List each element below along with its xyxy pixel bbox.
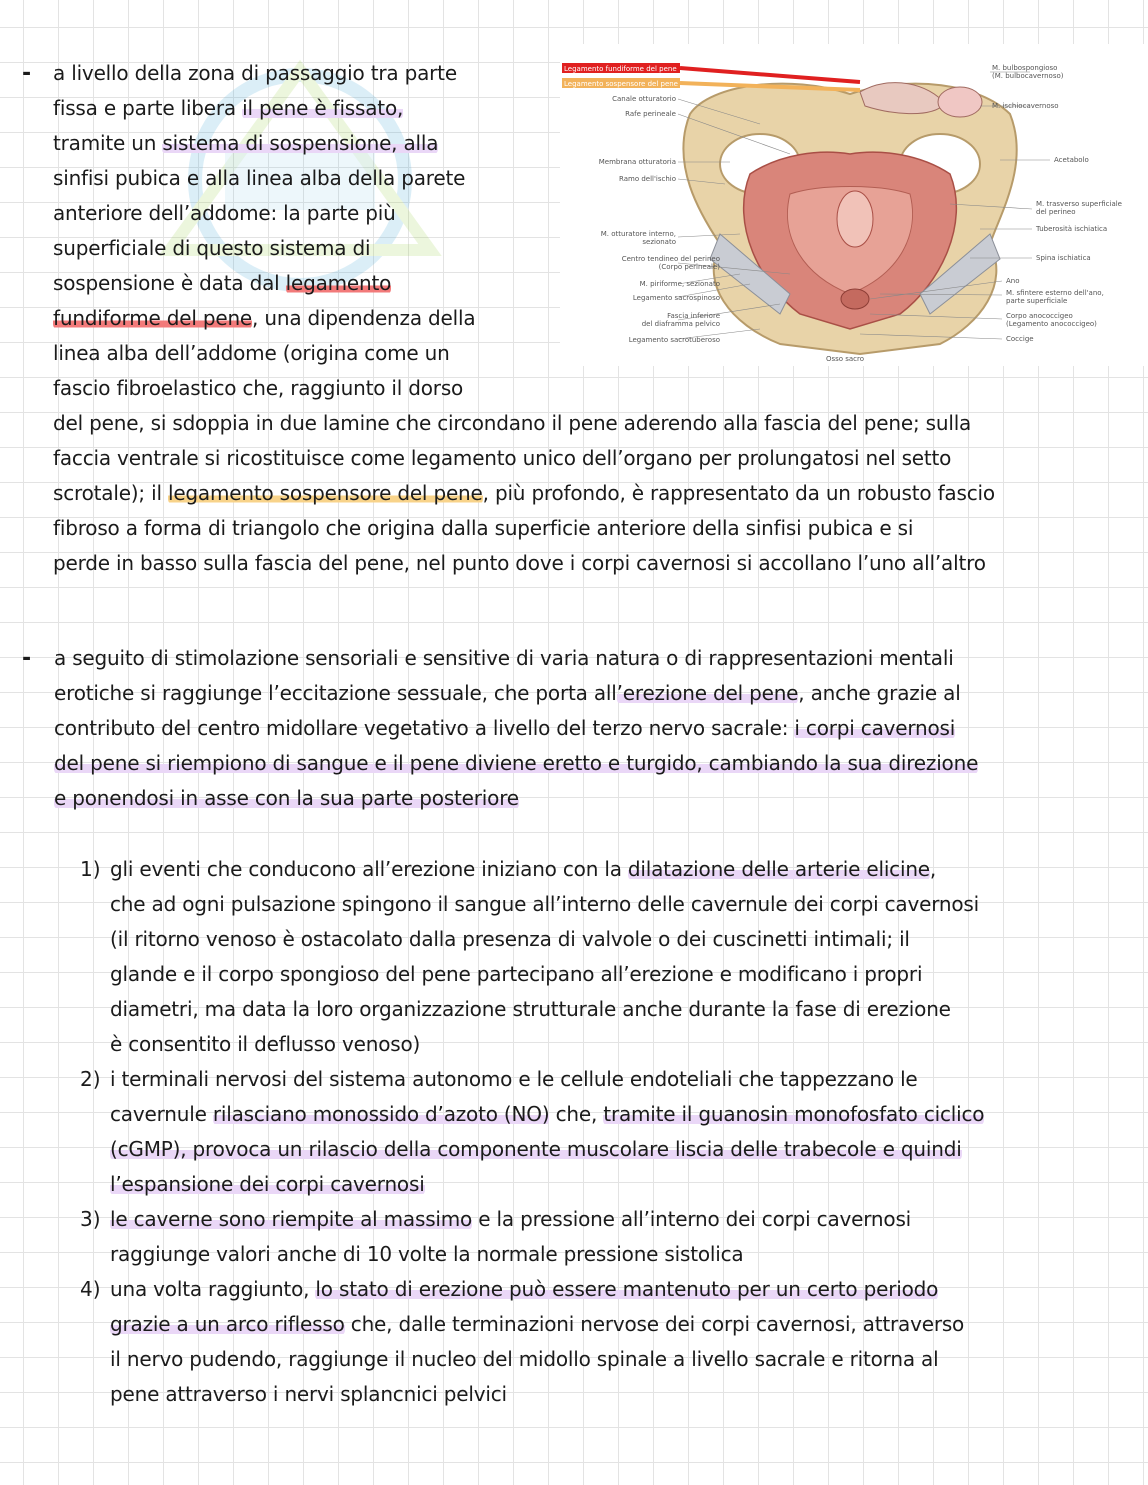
figure-label: Coccige xyxy=(1006,335,1034,343)
figure-label: Legamento fundiforme del pene xyxy=(564,65,677,73)
highlight-purple: sistema di sospensione, alla xyxy=(162,131,439,155)
highlight-purple: (cGMP) xyxy=(110,1137,181,1161)
figure-label: (M. bulbocavernoso) xyxy=(992,72,1064,80)
paragraph-line xyxy=(53,196,396,231)
paragraph-line xyxy=(53,546,986,581)
figure-label: M. trasverso superficiale xyxy=(1036,200,1122,208)
highlight-red: legamento xyxy=(285,271,392,295)
highlight-purple: lo stato di erezione può essere mantenuto per un certo periodo xyxy=(315,1277,939,1301)
text: sospensione è data dal xyxy=(53,271,286,295)
paragraph-line xyxy=(110,992,951,1027)
text: fissa e parte libera xyxy=(53,96,243,120)
figure-label: M. piriforme, sezionato xyxy=(639,280,720,288)
highlight-purple: i corpi cavernosi xyxy=(794,716,956,740)
list-number: 1) xyxy=(80,857,101,881)
highlight-red: fundiforme del pene xyxy=(53,306,253,330)
paragraph-line xyxy=(53,126,438,161)
figure-label: M. bulbospongioso xyxy=(992,64,1058,72)
text: glande e il corpo spongioso del pene partecipano all’erezione e modificano i propri xyxy=(110,962,923,986)
list-number: 4) xyxy=(80,1277,101,1301)
figure-label: Spina ischiatica xyxy=(1036,254,1091,262)
bullet-dash: - xyxy=(22,646,32,671)
paragraph-line xyxy=(53,336,450,371)
figure-label: M. ischiocavernoso xyxy=(992,102,1059,110)
figure-label: Tuberosità ischiatica xyxy=(1036,225,1108,233)
figure-label: Ano xyxy=(1006,277,1020,285)
figure-label: Osso sacro xyxy=(825,355,865,363)
text: anteriore dell’addome: la parte più xyxy=(53,201,396,225)
figure-label: del perineo xyxy=(1036,208,1076,216)
figure-label: (Legamento anococcigeo) xyxy=(1006,320,1097,328)
paragraph-line xyxy=(54,781,519,816)
highlight-purple: rilasciano monossido d’azoto (NO) xyxy=(212,1102,550,1126)
text: diametri, ma data la loro organizzazione strutturale anche durante la fase di erezione xyxy=(110,997,951,1021)
text: superficiale di questo sistema di xyxy=(53,236,371,260)
text: gli eventi che conducono all’erezione iniziano con la xyxy=(110,857,628,881)
text: fibroso a forma di triangolo che origina dalla superficie anteriore della sinfisi pubica e si xyxy=(53,516,914,540)
figure-label: parte superficiale xyxy=(1006,297,1068,305)
paragraph-line xyxy=(53,231,370,266)
text: tramite un xyxy=(53,131,163,155)
paragraph-line xyxy=(110,1132,962,1167)
paragraph-line xyxy=(110,1062,918,1097)
text: i terminali nervosi del sistema autonomo e le cellule endoteliali che tappezzano le xyxy=(110,1067,918,1091)
paragraph-line xyxy=(53,266,391,301)
paragraph-line xyxy=(110,887,979,922)
paragraph-line xyxy=(110,1097,984,1132)
highlight-purple: le caverne sono riempite al massimo xyxy=(110,1207,473,1231)
highlight-purple: ’erezione del pene xyxy=(616,681,799,705)
text: scrotale); il xyxy=(53,481,168,505)
figure-label: Corpo anococcigeo xyxy=(1006,312,1073,320)
text: il nervo pudendo, raggiunge il nucleo del midollo spinale a livello sacrale e ritorna al xyxy=(110,1347,939,1371)
paragraph-line xyxy=(110,922,910,957)
figure-label: Ramo dell'ischio xyxy=(619,175,676,183)
text: che, dalle terminazioni nervose dei corpi cavernosi, attraverso xyxy=(344,1312,965,1336)
highlight-purple: l’espansione dei corpi cavernosi xyxy=(110,1172,425,1196)
paragraph-line xyxy=(53,301,475,336)
list-number: 3) xyxy=(80,1207,101,1231)
figure-label: del diaframma pelvico xyxy=(641,320,720,328)
paragraph-line xyxy=(110,1237,743,1272)
highlight-purple: dilatazione delle arterie elicine xyxy=(627,857,930,881)
paragraph-line xyxy=(53,511,913,546)
figure-label: Membrana otturatoria xyxy=(598,158,676,166)
figure-label: Fascia inferiore xyxy=(667,312,720,320)
text: perde in basso sulla fascia del pene, nel punto dove i corpi cavernosi si accollano l’uno all’altro xyxy=(53,551,986,575)
text: sinfisi pubica e alla linea alba della parete xyxy=(53,166,466,190)
paragraph-line xyxy=(110,1027,420,1062)
text: , una dipendenza della xyxy=(252,306,476,330)
text: , xyxy=(929,857,937,881)
paragraph-line xyxy=(54,641,954,676)
text: , anche grazie al xyxy=(798,681,961,705)
paragraph-line xyxy=(110,1272,938,1307)
figure-label: (Corpo perineale) xyxy=(658,263,720,271)
figure-label: Rafe perineale xyxy=(625,110,676,118)
paragraph-line xyxy=(53,476,995,511)
paragraph-line xyxy=(53,406,971,441)
text: , più profondo, è rappresentato da un robusto fascio xyxy=(482,481,995,505)
highlight-purple: tramite il guanosin monofosfato ciclico xyxy=(603,1102,985,1126)
paragraph-line xyxy=(53,161,465,196)
text: cavernule xyxy=(110,1102,213,1126)
text: raggiunge valori anche di 10 volte la normale pressione sistolica xyxy=(110,1242,744,1266)
paragraph-line xyxy=(53,91,403,126)
paragraph-line xyxy=(110,1202,911,1237)
highlight-purple: del pene si riempiono di sangue e il pene diviene eretto e turgido, cambiando la sua direzione xyxy=(54,751,979,775)
highlight-purple: il pene è fissato, xyxy=(242,96,404,120)
paragraph-line xyxy=(110,852,936,887)
paragraph-line xyxy=(110,957,922,992)
figure-label: Legamento sacrospinoso xyxy=(632,294,720,302)
text: e la pressione all’interno dei corpi cavernosi xyxy=(472,1207,912,1231)
paragraph-line xyxy=(53,371,463,406)
text: pene attraverso i nervi splancnici pelvici xyxy=(110,1382,507,1406)
text: (il ritorno venoso è ostacolato dalla presenza di valvole o dei cuscinetti intimali; il xyxy=(110,927,910,951)
bullet-dash: - xyxy=(22,61,32,86)
text: che, xyxy=(549,1102,604,1126)
text: faccia ventrale si ricostituisce come legamento unico dell’organo per prolungatosi nel setto xyxy=(53,446,952,470)
paragraph-line xyxy=(53,441,951,476)
paragraph-line xyxy=(110,1307,964,1342)
list-number: 2) xyxy=(80,1067,101,1091)
highlight-orange: legamento sospensore del pene xyxy=(167,481,483,505)
paragraph-line xyxy=(53,56,457,91)
perineum-illustration xyxy=(560,44,1148,366)
paragraph-line xyxy=(54,711,955,746)
text: a livello della zona di passaggio tra parte xyxy=(53,61,457,85)
highlight-purple: e ponendosi in asse con la sua parte posteriore xyxy=(54,786,519,810)
text: contributo del centro midollare vegetativo a livello del terzo nervo sacrale: xyxy=(54,716,795,740)
text: una volta raggiunto, xyxy=(110,1277,316,1301)
paragraph-line xyxy=(110,1342,938,1377)
text: erotiche si raggiunge l’eccitazione sessuale, che porta all xyxy=(54,681,617,705)
figure-label: Canale otturatorio xyxy=(612,95,676,103)
text: che ad ogni pulsazione spingono il sangue all’interno delle cavernule dei corpi cavernosi xyxy=(110,892,979,916)
text: a seguito di stimolazione sensoriali e sensitive di varia natura o di rappresentazioni mentali xyxy=(54,646,954,670)
anatomy-figure xyxy=(560,44,1148,366)
figure-label: M. sfintere esterno dell'ano, xyxy=(1006,289,1104,297)
figure-label: sezionato xyxy=(642,238,676,246)
paragraph-line xyxy=(110,1167,425,1202)
text: è consentito il deflusso venoso) xyxy=(110,1032,421,1056)
highlight-purple: , provoca un rilascio della componente muscolare liscia delle trabecole e quindi xyxy=(180,1137,962,1161)
figure-label: Legamento sacrotuberoso xyxy=(628,336,720,344)
paragraph-line xyxy=(110,1377,507,1412)
figure-label: M. otturatore interno, xyxy=(600,230,676,238)
text: linea alba dell’addome (origina come un xyxy=(53,341,450,365)
paragraph-line xyxy=(54,676,961,711)
paragraph-line xyxy=(54,746,978,781)
figure-label: Acetabolo xyxy=(1054,156,1089,164)
text: del pene, si sdoppia in due lamine che circondano il pene aderendo alla fascia del pene; sulla xyxy=(53,411,972,435)
figure-label: Legamento sospensore del pene xyxy=(564,80,678,88)
highlight-purple: grazie a un arco riflesso xyxy=(110,1312,345,1336)
figure-label: Centro tendineo del perineo xyxy=(621,255,720,263)
text: fascio fibroelastico che, raggiunto il dorso xyxy=(53,376,464,400)
